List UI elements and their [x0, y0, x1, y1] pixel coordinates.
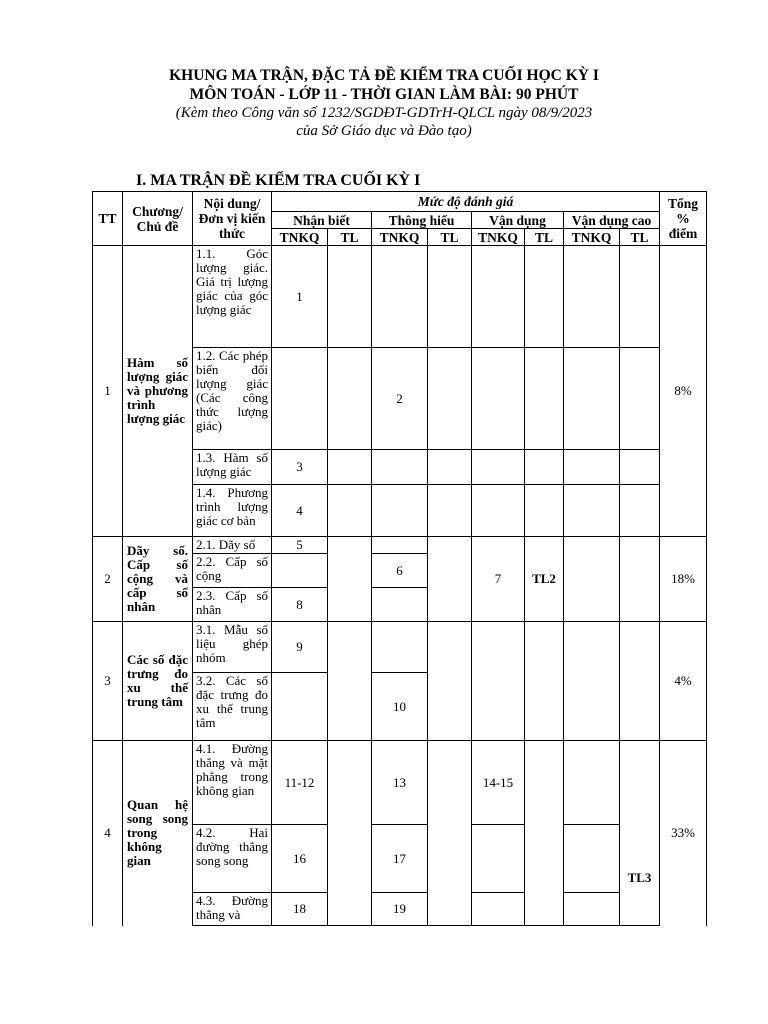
tl-header: TL	[525, 229, 564, 246]
section-title: I. MA TRẬN ĐỀ KIỂM TRA CUỐI KỲ I	[136, 172, 421, 189]
content-unit: 4.2. Hai đường thẳng song song	[193, 825, 272, 893]
empty-cell	[428, 450, 472, 485]
empty-cell	[525, 622, 564, 741]
empty-cell	[428, 348, 472, 450]
content-unit: 2.3. Cấp số nhân	[193, 588, 272, 622]
empty-cell	[564, 450, 620, 485]
empty-cell	[428, 537, 472, 622]
question-number: 17	[372, 825, 428, 893]
level-header: Mức độ đánh giá	[272, 192, 660, 212]
total-percent: 8%	[660, 246, 707, 537]
document-subtitle: MÔN TOÁN - LỚP 11 - THỜI GIAN LÀM BÀI: 90 PHÚT	[189, 86, 579, 103]
table-row	[93, 246, 707, 348]
table-row	[93, 741, 707, 825]
van-dung-cao-header: Vận dụng cao	[564, 212, 660, 229]
total-percent: 4%	[660, 622, 707, 741]
empty-cell	[620, 485, 660, 537]
document-reference-issuer: của Sở Giáo dục và Đào tạo)	[296, 123, 472, 139]
row-number: 2	[93, 537, 123, 622]
empty-cell	[272, 348, 328, 450]
empty-cell	[328, 348, 372, 450]
empty-cell	[620, 348, 660, 450]
empty-cell	[472, 348, 525, 450]
empty-cell	[428, 246, 472, 348]
content-unit: 1.3. Hàm số lượng giác	[193, 450, 272, 485]
content-unit: 1.4. Phương trình lượng giác cơ bản	[193, 485, 272, 537]
assessment-matrix-table	[92, 191, 707, 926]
empty-cell	[525, 246, 564, 348]
empty-cell	[525, 741, 564, 926]
question-number: 2	[372, 348, 428, 450]
empty-cell	[564, 246, 620, 348]
question-number: 10	[372, 673, 428, 741]
question-number: 14-15	[472, 741, 525, 825]
tt-header: TT	[93, 192, 123, 246]
empty-cell	[620, 622, 660, 741]
question-number: 11-12	[272, 741, 328, 825]
content-unit: 4.1. Đường thẳng và mặt phẳng trong không gian	[193, 741, 272, 825]
chapter-name: Quan hệ song song trong không gian	[123, 741, 193, 926]
question-number: 5	[272, 537, 328, 554]
question-number: 3	[272, 450, 328, 485]
document-reference: (Kèm theo Công văn số 1232/SGDĐT-GDTrH-QLCL ngày 08/9/2023	[175, 105, 593, 121]
question-number: 13	[372, 741, 428, 825]
content-header: Nội dung/ Đơn vị kiến thức	[193, 192, 272, 246]
question-number: TL2	[525, 537, 564, 622]
content-unit: 3.2. Các số đặc trưng đo xu thế trung tâm	[193, 673, 272, 741]
empty-cell	[472, 622, 525, 741]
question-number: TL3	[620, 741, 660, 926]
empty-cell	[564, 485, 620, 537]
row-number: 3	[93, 622, 123, 741]
empty-cell	[372, 450, 428, 485]
question-number: 6	[372, 554, 428, 588]
empty-cell	[372, 485, 428, 537]
total-header: Tổng % điểm	[660, 192, 707, 246]
empty-cell	[564, 622, 620, 741]
empty-cell	[428, 485, 472, 537]
row-number: 1	[93, 246, 123, 537]
question-number: 9	[272, 622, 328, 673]
empty-cell	[525, 485, 564, 537]
chapter-name: Hàm số lượng giác và phương trình lượng giác	[123, 246, 193, 537]
empty-cell	[564, 825, 620, 893]
question-number: 19	[372, 893, 428, 926]
question-number: 1	[272, 246, 328, 348]
empty-cell	[620, 450, 660, 485]
tl-header: TL	[328, 229, 372, 246]
table-row	[93, 622, 707, 673]
content-unit: 1.2. Các phép biến đổi lượng giác (Các công thức lượng giác)	[193, 348, 272, 450]
tnkq-header: TNKQ	[272, 229, 328, 246]
tl-header: TL	[428, 229, 472, 246]
empty-cell	[472, 246, 525, 348]
question-number: 4	[272, 485, 328, 537]
empty-cell	[372, 588, 428, 622]
empty-cell	[272, 554, 328, 588]
empty-cell	[564, 741, 620, 825]
empty-cell	[472, 485, 525, 537]
empty-cell	[328, 450, 372, 485]
content-unit: 4.3. Đường thẳng và	[193, 893, 272, 926]
empty-cell	[428, 741, 472, 926]
empty-cell	[472, 450, 525, 485]
empty-cell	[525, 348, 564, 450]
empty-cell	[564, 537, 620, 622]
document-title: KHUNG MA TRẬN, ĐẶC TẢ ĐỀ KIỂM TRA CUỐI HỌC KỲ I	[169, 67, 599, 84]
total-percent: 18%	[660, 537, 707, 622]
empty-cell	[472, 893, 525, 926]
row-number: 4	[93, 741, 123, 926]
empty-cell	[328, 537, 372, 622]
chapter-name: Dãy số. Cấp số cộng và cấp số nhân	[123, 537, 193, 622]
table-row	[93, 537, 707, 554]
empty-cell	[328, 622, 372, 741]
question-number: 8	[272, 588, 328, 622]
tnkq-header: TNKQ	[564, 229, 620, 246]
question-number: 16	[272, 825, 328, 893]
empty-cell	[620, 246, 660, 348]
empty-cell	[372, 537, 428, 554]
empty-cell	[328, 741, 372, 926]
total-percent: 33%	[660, 741, 707, 926]
van-dung-header: Vận dụng	[472, 212, 564, 229]
empty-cell	[525, 450, 564, 485]
tl-header: TL	[620, 229, 660, 246]
content-unit: 1.1. Góc lượng giác. Giá trị lượng giác của góc lượng giác	[193, 246, 272, 348]
empty-cell	[564, 348, 620, 450]
question-number: 18	[272, 893, 328, 926]
empty-cell	[372, 246, 428, 348]
empty-cell	[272, 673, 328, 741]
empty-cell	[428, 622, 472, 741]
thong-hieu-header: Thông hiểu	[372, 212, 472, 229]
tnkq-header: TNKQ	[372, 229, 428, 246]
content-unit: 3.1. Mẫu số liệu ghép nhóm	[193, 622, 272, 673]
document-header	[0, 66, 768, 140]
empty-cell	[328, 246, 372, 348]
chapter-header: Chương/ Chủ đề	[123, 192, 193, 246]
tnkq-header: TNKQ	[472, 229, 525, 246]
empty-cell	[372, 622, 428, 673]
empty-cell	[564, 893, 620, 926]
content-unit: 2.2. Cấp số cộng	[193, 554, 272, 588]
header-row-1	[93, 192, 707, 212]
empty-cell	[328, 485, 372, 537]
empty-cell	[472, 825, 525, 893]
empty-cell	[620, 537, 660, 622]
chapter-name: Các số đặc trưng đo xu thế trung tâm	[123, 622, 193, 741]
content-unit: 2.1. Dãy số	[193, 537, 272, 554]
nhan-biet-header: Nhận biết	[272, 212, 372, 229]
question-number: 7	[472, 537, 525, 622]
